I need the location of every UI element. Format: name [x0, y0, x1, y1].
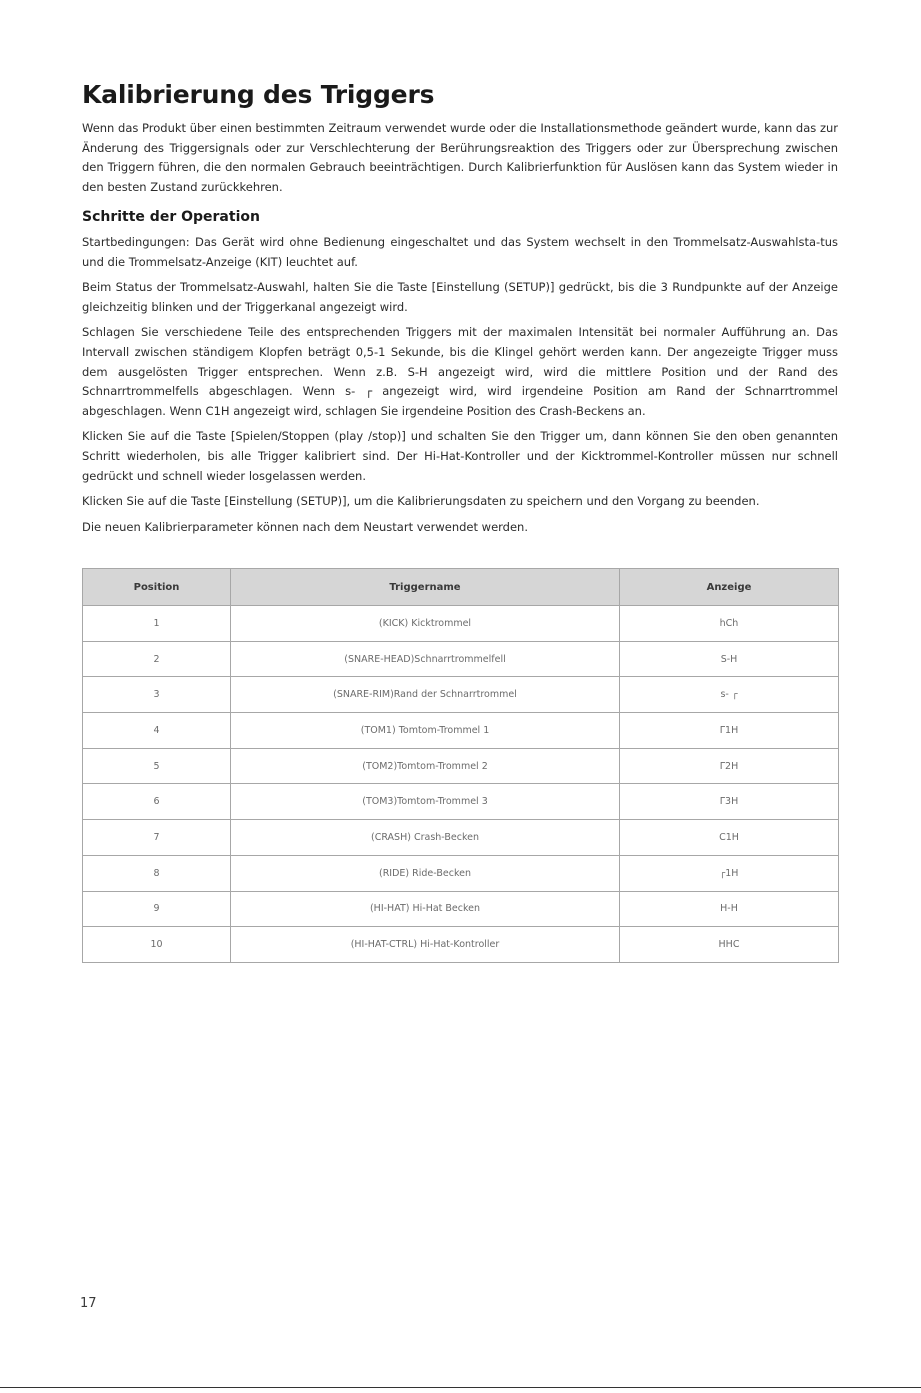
cell-triggername: (TOM2)Tomtom-Trommel 2	[231, 748, 620, 784]
cell-triggername: (HI-HAT-CTRL) Hi-Hat-Kontroller	[231, 927, 620, 963]
column-header-triggername: Triggername	[231, 569, 620, 606]
table-row	[83, 855, 839, 891]
cell-position: 9	[83, 891, 231, 927]
table-header-row	[83, 569, 839, 606]
step-paragraph: Schlagen Sie verschiedene Teile des entsprechenden Triggers mit der maximalen Intensität bei normaler Aufführung an. Das Intervall zwischen ständigem Klopfen beträgt 0,5-1 Sekunde, bis die Klingel gehört werden kann. Der angezeigte Trigger muss dem ausgelösten Trigger entsprechen. Wenn z.B. S-H angezeigt wird, wird die mittlere Position und der Rand des Schnarrtrommelfells abgeschlagen. Wenn s- ┌ angezeigt wird, wird irgendeine Position am Rand der Schnarrtrommel abgeschlagen. Wenn C1H angezeigt wird, schlagen Sie irgendeine Position des Crash-Beckens an.	[82, 325, 838, 418]
cell-position: 10	[83, 927, 231, 963]
cell-anzeige: S-H	[620, 641, 839, 677]
cell-anzeige: Γ1H	[620, 713, 839, 749]
cell-position: 2	[83, 641, 231, 677]
table-row	[83, 820, 839, 856]
column-header-position: Position	[83, 569, 231, 606]
table-row	[83, 748, 839, 784]
bottom-divider	[0, 1387, 921, 1388]
table-row	[83, 927, 839, 963]
step-paragraph: Startbedingungen: Das Gerät wird ohne Bedienung eingeschaltet und das System wechselt in den Trommelsatz-Auswahlsta-tus und die Trommelsatz-Anzeige (KIT) leuchtet auf.	[82, 235, 838, 269]
table-row	[83, 891, 839, 927]
cell-triggername: (SNARE-HEAD)Schnarrtrommelfell	[231, 641, 620, 677]
step-paragraph: Beim Status der Trommelsatz-Auswahl, halten Sie die Taste [Einstellung (SETUP)] gedrückt, bis die 3 Rundpunkte auf der Anzeige gleichzeitig blinken und der Triggerkanal angezeigt wird.	[82, 280, 838, 314]
section-title: Schritte der Operation	[82, 209, 260, 225]
cell-anzeige: ┌1H	[620, 855, 839, 891]
page-number: 17	[80, 1296, 97, 1311]
cell-triggername: (RIDE) Ride-Becken	[231, 855, 620, 891]
table-row	[83, 641, 839, 677]
cell-anzeige: hCh	[620, 606, 839, 642]
cell-anzeige: H-H	[620, 891, 839, 927]
step-paragraph: Klicken Sie auf die Taste [Einstellung (SETUP)], um die Kalibrierungsdaten zu speichern und den Vorgang zu beenden.	[82, 494, 760, 509]
cell-anzeige: s- ┌	[620, 677, 839, 713]
trigger-table	[82, 568, 839, 963]
cell-position: 3	[83, 677, 231, 713]
table-row	[83, 784, 839, 820]
cell-anzeige: C1H	[620, 820, 839, 856]
step-paragraph: Die neuen Kalibrierparameter können nach dem Neustart verwendet werden.	[82, 519, 528, 534]
cell-triggername: (CRASH) Crash-Becken	[231, 820, 620, 856]
cell-triggername: (HI-HAT) Hi-Hat Becken	[231, 891, 620, 927]
cell-triggername: (TOM1) Tomtom-Trommel 1	[231, 713, 620, 749]
table-row	[83, 677, 839, 713]
cell-triggername: (KICK) Kicktrommel	[231, 606, 620, 642]
steps-list	[82, 233, 838, 543]
cell-position: 5	[83, 748, 231, 784]
intro-paragraph: Wenn das Produkt über einen bestimmten Zeitraum verwendet wurde oder die Installationsmethode geändert wurde, kann das zur Änderung des Triggersignals oder zur Verschlechterung der Berührungsreaktion des Triggers oder zur Übersprechung zwischen den Triggern führen, die den normalen Gebrauch beeinträchtigen. Durch Kalibrierfunktion für Auslösen kann das System wieder in den besten Zustand zurückkehren.	[82, 121, 838, 194]
page-title: Kalibrierung des Triggers	[82, 80, 435, 109]
cell-anzeige: HHC	[620, 927, 839, 963]
table-row	[83, 713, 839, 749]
column-header-anzeige: Anzeige	[620, 569, 839, 606]
cell-triggername: (TOM3)Tomtom-Trommel 3	[231, 784, 620, 820]
cell-anzeige: Γ2H	[620, 748, 839, 784]
table-row	[83, 606, 839, 642]
cell-position: 1	[83, 606, 231, 642]
cell-position: 7	[83, 820, 231, 856]
step-paragraph: Klicken Sie auf die Taste [Spielen/Stoppen (play /stop)] und schalten Sie den Trigger um, dann können Sie den oben genannten Schritt wiederholen, bis alle Trigger kalibriert sind. Der Hi-Hat-Kontroller und der Kicktrommel-Kontroller müssen nur schnell gedrückt und schnell wieder losgelassen werden.	[82, 429, 838, 483]
cell-position: 6	[83, 784, 231, 820]
cell-position: 4	[83, 713, 231, 749]
cell-anzeige: Γ3H	[620, 784, 839, 820]
cell-position: 8	[83, 855, 231, 891]
cell-triggername: (SNARE-RIM)Rand der Schnarrtrommel	[231, 677, 620, 713]
